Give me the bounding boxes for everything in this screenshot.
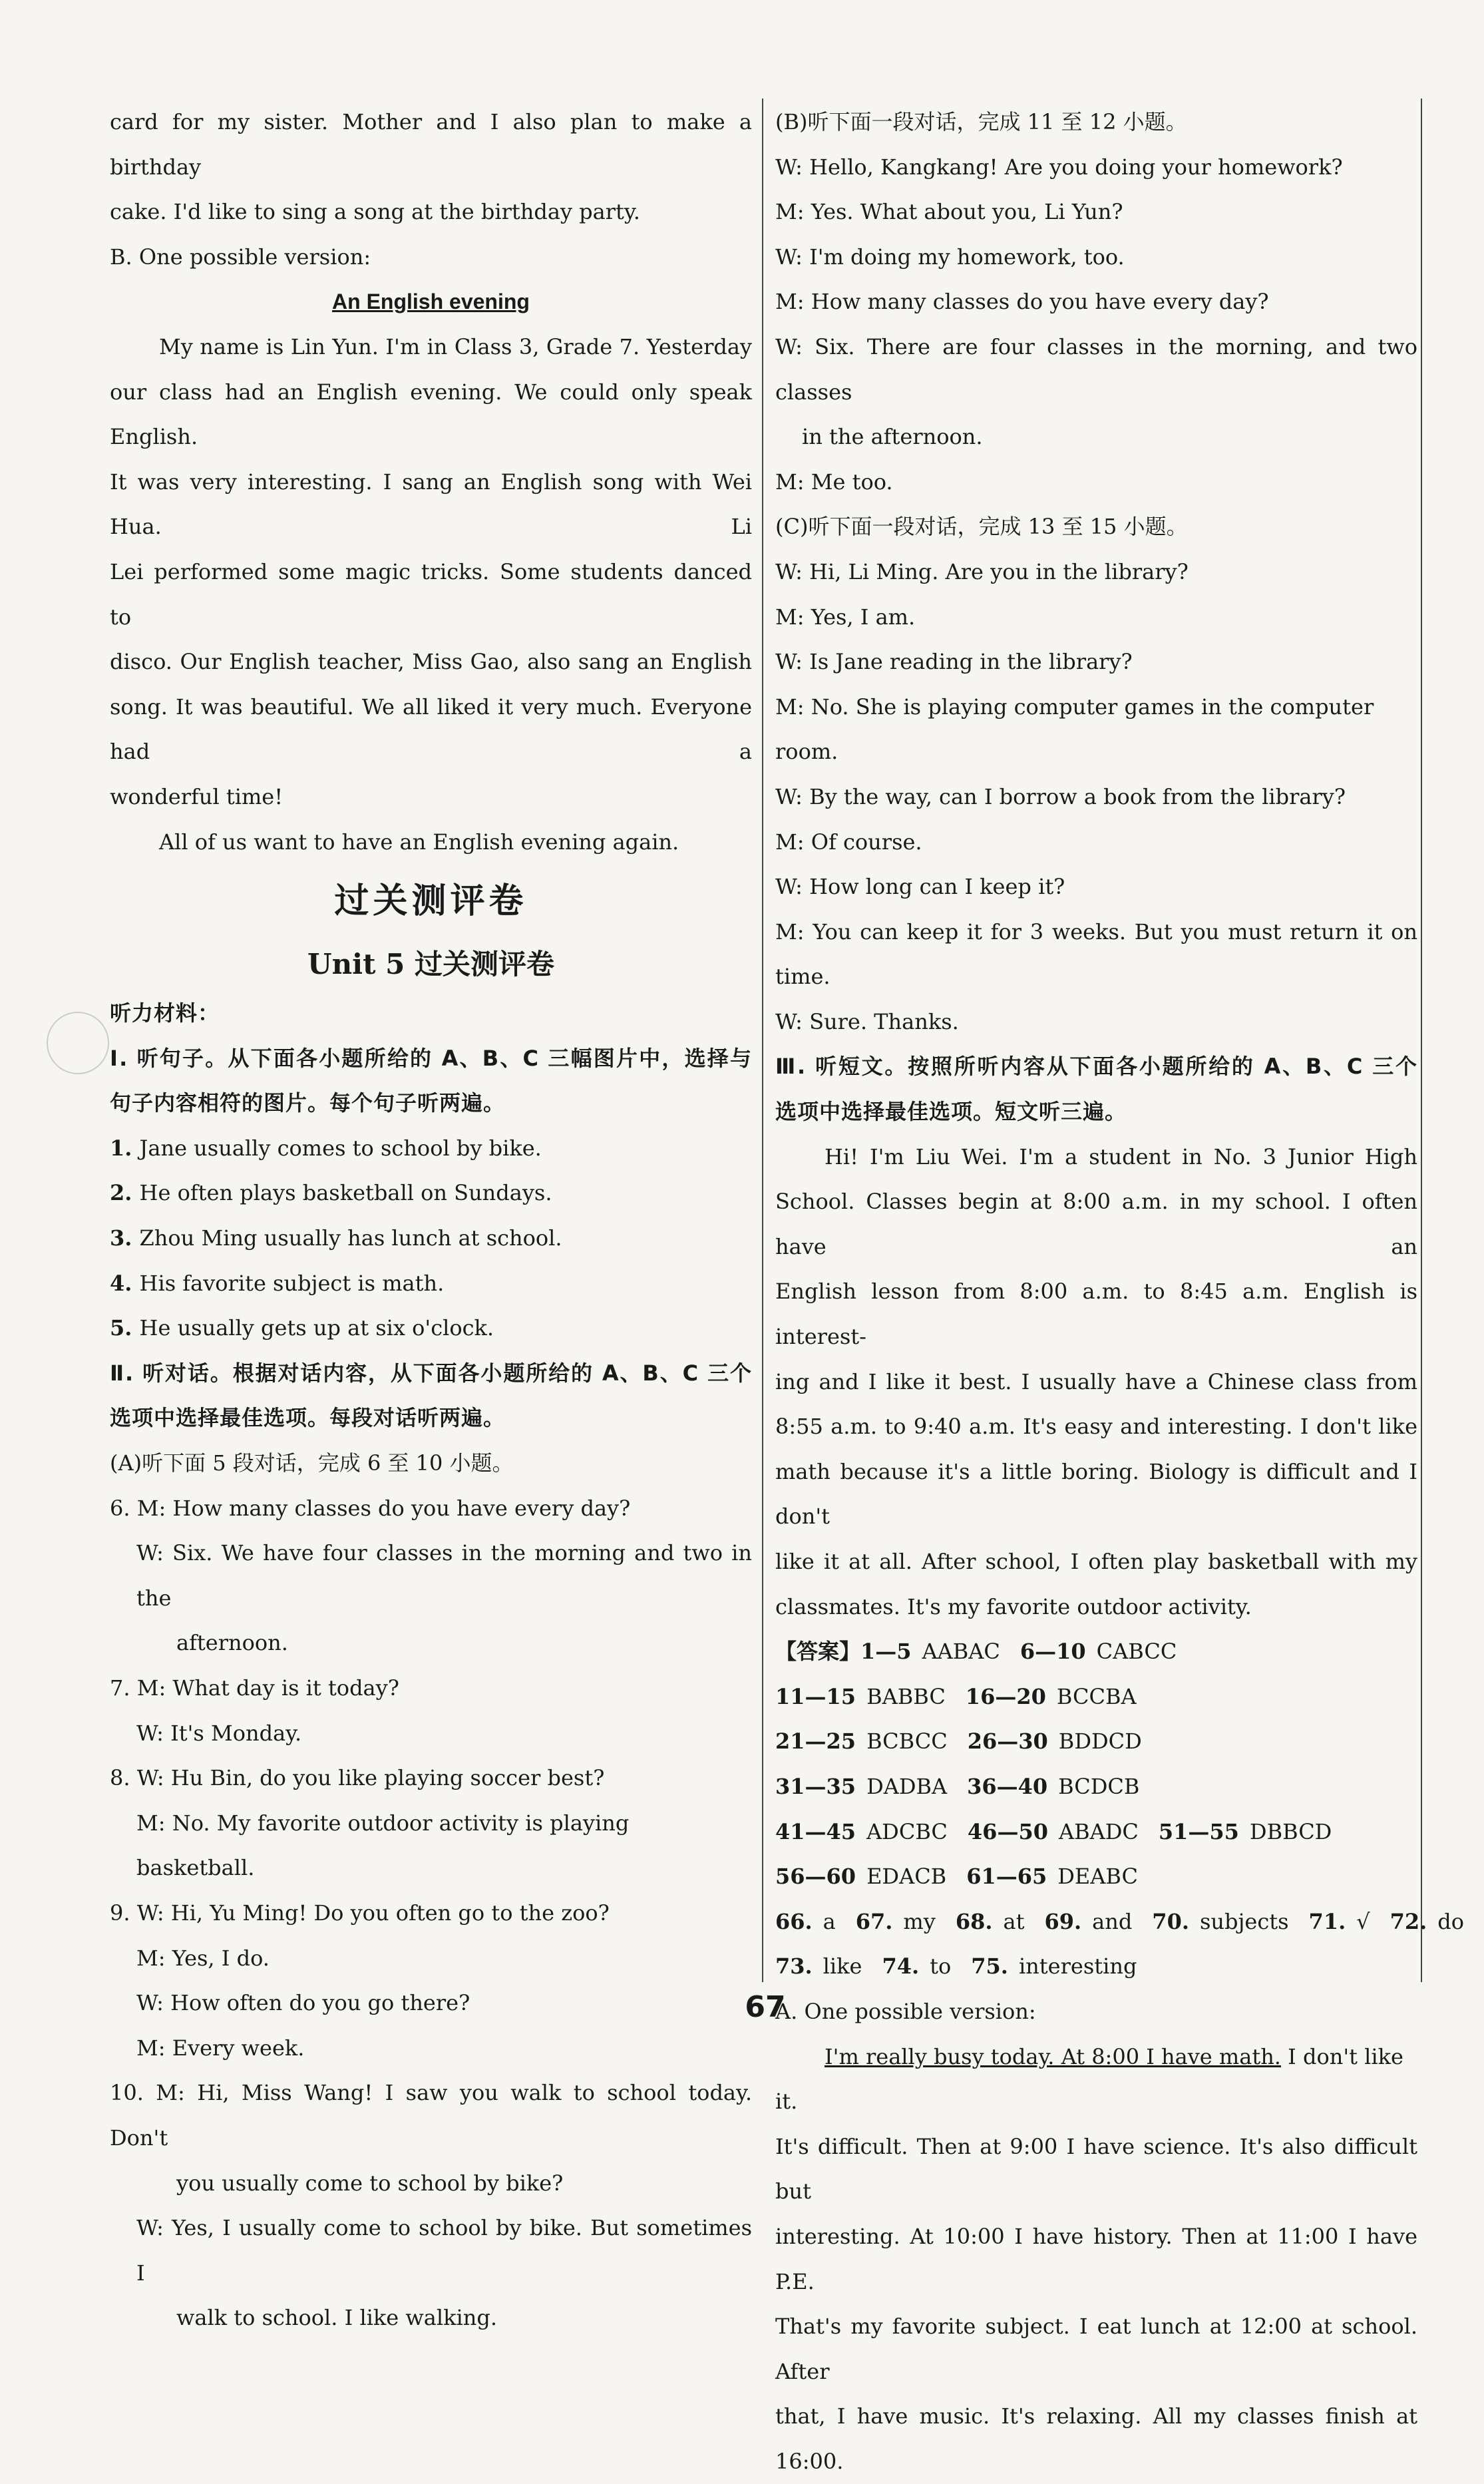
- dialog-line: W: Is Jane reading in the library?: [775, 649, 1133, 675]
- question-line: 2. He often plays basketball on Sundays.: [110, 1180, 552, 1206]
- dialog-line: W: Six. There are four classes in the morning, and two classes: [775, 333, 1417, 405]
- question-text: His favorite subject is math.: [139, 1270, 445, 1296]
- dialog-line: W: Yes, I usually come to school by bike. But sometimes I: [136, 2215, 752, 2286]
- essay-line: song. It was beautiful. We all liked it very much. Everyone had a: [110, 694, 752, 765]
- dialog-line: W: Six. We have four classes in the morning and two in the: [136, 1540, 752, 1611]
- answer-value: AABAC: [922, 1639, 1000, 1665]
- essay-line: wonderful time!: [110, 783, 283, 809]
- dialog-line: 9. W: Hi, Yu Ming! Do you often go to the zoo?: [110, 1900, 610, 1926]
- instruction-line: 选项中选择最佳选项。每段对话听两遍。: [110, 1405, 506, 1431]
- answer-number: 51—55: [1158, 1818, 1239, 1844]
- answer-value: √: [1356, 1908, 1370, 1934]
- answer-number: 74.: [882, 1954, 920, 1979]
- answer-row: [775, 1764, 1417, 1810]
- passage-line: English lesson from 8:00 a.m. to 8:45 a.m. English is interest-: [775, 1279, 1417, 1350]
- question-line: 5. He usually gets up at six o'clock.: [110, 1315, 494, 1341]
- answer-value: DADBA: [866, 1773, 948, 1799]
- sub-instruction: (A)听下面 5 段对话，完成 6 至 10 小题。: [110, 1450, 514, 1476]
- passage-line: 8:55 a.m. to 9:40 a.m. It's easy and interesting. I don't like: [775, 1414, 1417, 1440]
- answer-number: 69.: [1044, 1908, 1082, 1934]
- answer-value: DBBCD: [1249, 1818, 1332, 1844]
- answer-value: CABCC: [1096, 1639, 1177, 1665]
- instruction-line: 选项中选择最佳选项。短文听三遍。: [775, 1099, 1127, 1125]
- answer-row: [775, 1629, 1417, 1675]
- dialog-line: W: How often do you go there?: [136, 1990, 470, 2016]
- listening-label: 听力材料：: [110, 1000, 220, 1026]
- answer-number: 71.: [1308, 1908, 1346, 1934]
- sub-instruction: (C)听下面一段对话，完成 13 至 15 小题。: [775, 514, 1188, 540]
- answer-value: BCDCB: [1058, 1773, 1140, 1799]
- dialog-line: W: By the way, can I borrow a book from the library?: [775, 783, 1346, 809]
- question-line: 3. Zhou Ming usually has lunch at school.: [110, 1225, 562, 1251]
- dialog-line: walk to school. I like walking.: [176, 2305, 497, 2331]
- dialog-line: M: Of course.: [775, 829, 922, 855]
- answer-value: do: [1437, 1908, 1465, 1934]
- instruction-line: Ⅰ. 听句子。从下面各小题所给的 A、B、C 三幅图片中，选择与: [110, 1045, 752, 1071]
- answer-number: 46—50: [967, 1818, 1048, 1844]
- left-column: [110, 100, 752, 2341]
- essay-line: disco. Our English teacher, Miss Gao, also sang an English: [110, 649, 752, 675]
- answer-row: [775, 1675, 1417, 1720]
- dialog-line: M: How many classes do you have every day?: [775, 289, 1269, 315]
- dialog-line: you usually come to school by bike?: [176, 2170, 564, 2196]
- sub-instruction: (B)听下面一段对话，完成 11 至 12 小题。: [775, 109, 1187, 134]
- dialog-line: 10. M: Hi, Miss Wang! I saw you walk to school today. Don't: [110, 2080, 752, 2151]
- underlined-text: I'm really busy today. At 8:00 I have math.: [825, 2043, 1281, 2069]
- answer-number: 31—35: [775, 1773, 856, 1799]
- answer-value: BDDCD: [1058, 1729, 1142, 1755]
- question-line: 1. Jane usually comes to school by bike.: [110, 1135, 542, 1161]
- answer-row: [775, 1810, 1417, 1855]
- answer-value: and: [1092, 1908, 1133, 1934]
- dialog-line: afternoon.: [176, 1630, 288, 1656]
- writing-line: It's difficult. Then at 9:00 I have science. It's also difficult but: [775, 2133, 1417, 2204]
- answer-value: at: [1003, 1908, 1025, 1934]
- essay-title: [110, 280, 752, 325]
- dialog-line: W: I'm doing my homework, too.: [775, 244, 1125, 270]
- writing-line: That's my favorite subject. I eat lunch at 12:00 at school. After: [775, 2314, 1417, 2384]
- answer-value: BCCBA: [1056, 1683, 1137, 1709]
- answer-number: 72.: [1390, 1908, 1427, 1934]
- question-text: He often plays basketball on Sundays.: [139, 1180, 552, 1206]
- answer-number: 21—25: [775, 1729, 856, 1755]
- answer-value: a: [823, 1908, 836, 1934]
- answer-number: 75.: [971, 1954, 1008, 1979]
- dialog-line: M: Yes, I am.: [775, 604, 916, 630]
- dialog-line: 8. W: Hu Bin, do you like playing soccer best?: [110, 1765, 605, 1791]
- dialog-line: M: Yes. What about you, Li Yun?: [775, 199, 1123, 225]
- answer-value: my: [903, 1908, 936, 1934]
- dialog-line: M: Me too.: [775, 469, 893, 495]
- answer-value: to: [930, 1954, 952, 1979]
- answer-value: DEABC: [1057, 1864, 1138, 1890]
- right-column: [775, 100, 1465, 2484]
- answer-number: 67.: [855, 1908, 893, 1934]
- answer-value: ADCBC: [866, 1818, 948, 1844]
- text-line: cake. I'd like to sing a song at the birthday party.: [110, 199, 640, 225]
- instruction-line: Ⅲ. 听短文。按照所听内容从下面各小题所给的 A、B、C 三个: [775, 1054, 1417, 1080]
- answer-number: 68.: [955, 1908, 993, 1934]
- writing-line: interesting. At 10:00 I have history. Then at 11:00 I have P.E.: [775, 2223, 1417, 2294]
- instruction-line: 句子内容相符的图片。每个句子听两遍。: [110, 1090, 506, 1116]
- passage-line: like it at all. After school, I often play basketball with my: [775, 1549, 1417, 1574]
- answer-value: like: [823, 1954, 862, 1979]
- dialog-line: 6. M: How many classes do you have every day?: [110, 1495, 631, 1521]
- answer-number: 70.: [1152, 1908, 1189, 1934]
- passage-line: math because it's a little boring. Biology is difficult and I don't: [775, 1458, 1417, 1530]
- dialog-line: M: No. My favorite outdoor activity is playing basketball.: [136, 1810, 630, 1881]
- answer-key: [775, 1629, 1465, 1989]
- right-edge-divider: [1421, 99, 1422, 1982]
- dialog-line: W: Hi, Li Ming. Are you in the library?: [775, 558, 1189, 584]
- answer-number: 61—65: [966, 1864, 1047, 1890]
- question-text: He usually gets up at six o'clock.: [139, 1315, 494, 1341]
- answer-number: 26—30: [967, 1729, 1048, 1755]
- question-text: Zhou Ming usually has lunch at school.: [139, 1225, 562, 1251]
- answer-value: BABBC: [866, 1683, 946, 1709]
- answer-value: EDACB: [866, 1864, 947, 1890]
- essay-line: My name is Lin Yun. I'm in Class 3, Grade 7. Yesterday: [159, 333, 752, 359]
- dialog-line: M: Yes, I do.: [136, 1945, 270, 1971]
- question-line: 4. His favorite subject is math.: [110, 1270, 445, 1296]
- dialog-line: W: It's Monday.: [136, 1720, 302, 1746]
- essay-line: Lei performed some magic tricks. Some students danced to: [110, 558, 752, 630]
- passage-line: classmates. It's my favorite outdoor activity.: [775, 1593, 1252, 1619]
- instruction-line: Ⅱ. 听对话。根据对话内容，从下面各小题所给的 A、B、C 三个: [110, 1360, 752, 1386]
- writing-line: [775, 2035, 1417, 2125]
- column-divider: [762, 99, 763, 1982]
- dialog-line: M: Every week.: [136, 2035, 305, 2061]
- question-text: Jane usually comes to school by bike.: [139, 1135, 542, 1161]
- answer-value: BCBCC: [866, 1729, 948, 1755]
- unit-title: Unit 5 过关测评卷: [307, 948, 554, 981]
- answer-row: [775, 1854, 1417, 1900]
- faded-stamp-icon: [47, 1012, 109, 1074]
- passage-line: ing and I like it best. I usually have a Chinese class from: [775, 1368, 1417, 1394]
- dialog-line: in the afternoon.: [802, 424, 983, 450]
- answer-row: [775, 1719, 1417, 1764]
- section-title: 过关测评卷: [334, 881, 528, 922]
- page-number: 67: [745, 1990, 786, 2024]
- essay-line: It was very interesting. I sang an English song with Wei Hua. Li: [110, 469, 752, 540]
- answer-number: 41—45: [775, 1818, 856, 1844]
- answer-row: [775, 1944, 1417, 1989]
- answer-number: 36—40: [967, 1773, 1048, 1799]
- answer-value: interesting: [1018, 1954, 1137, 1979]
- answer-value: ABADC: [1058, 1818, 1139, 1844]
- answer-row: [775, 1900, 1465, 1945]
- answer-number: 6—10: [1020, 1639, 1086, 1665]
- answer-number: 11—15: [775, 1683, 856, 1709]
- essay-line: All of us want to have an English evening again.: [159, 829, 679, 855]
- answer-value: subjects: [1199, 1908, 1289, 1934]
- dialog-line: W: Sure. Thanks.: [775, 1008, 959, 1034]
- dialog-line: 7. M: What day is it today?: [110, 1675, 399, 1701]
- passage-line: School. Classes begin at 8:00 a.m. in my school. I often have an: [775, 1189, 1417, 1259]
- answer-number: 73.: [775, 1954, 813, 1979]
- passage-line: Hi! I'm Liu Wei. I'm a student in No. 3 Junior High: [825, 1143, 1417, 1169]
- dialog-line: M: No. She is playing computer games in the computer room.: [775, 694, 1374, 765]
- text-line: B. One possible version:: [110, 244, 371, 270]
- version-label: A. One possible version:: [775, 1998, 1036, 2024]
- essay-title-text: An English evening: [332, 290, 530, 314]
- text-line: card for my sister. Mother and I also plan to make a birthday: [110, 109, 752, 180]
- writing-text: I don't like it.: [775, 2043, 1403, 2115]
- essay-line: our class had an English evening. We could only speak English.: [110, 379, 752, 450]
- dialog-line: M: You can keep it for 3 weeks. But you must return it on time.: [775, 919, 1417, 990]
- answer-number: 16—20: [965, 1683, 1046, 1709]
- dialog-line: W: Hello, Kangkang! Are you doing your homework?: [775, 154, 1343, 180]
- answer-number: 66.: [775, 1908, 813, 1934]
- dialog-line: W: How long can I keep it?: [775, 874, 1065, 900]
- writing-line: that, I have music. It's relaxing. All my classes finish at 16:00.: [775, 2403, 1417, 2474]
- answer-number: 【答案】1—5: [775, 1639, 912, 1665]
- answer-number: 56—60: [775, 1864, 856, 1890]
